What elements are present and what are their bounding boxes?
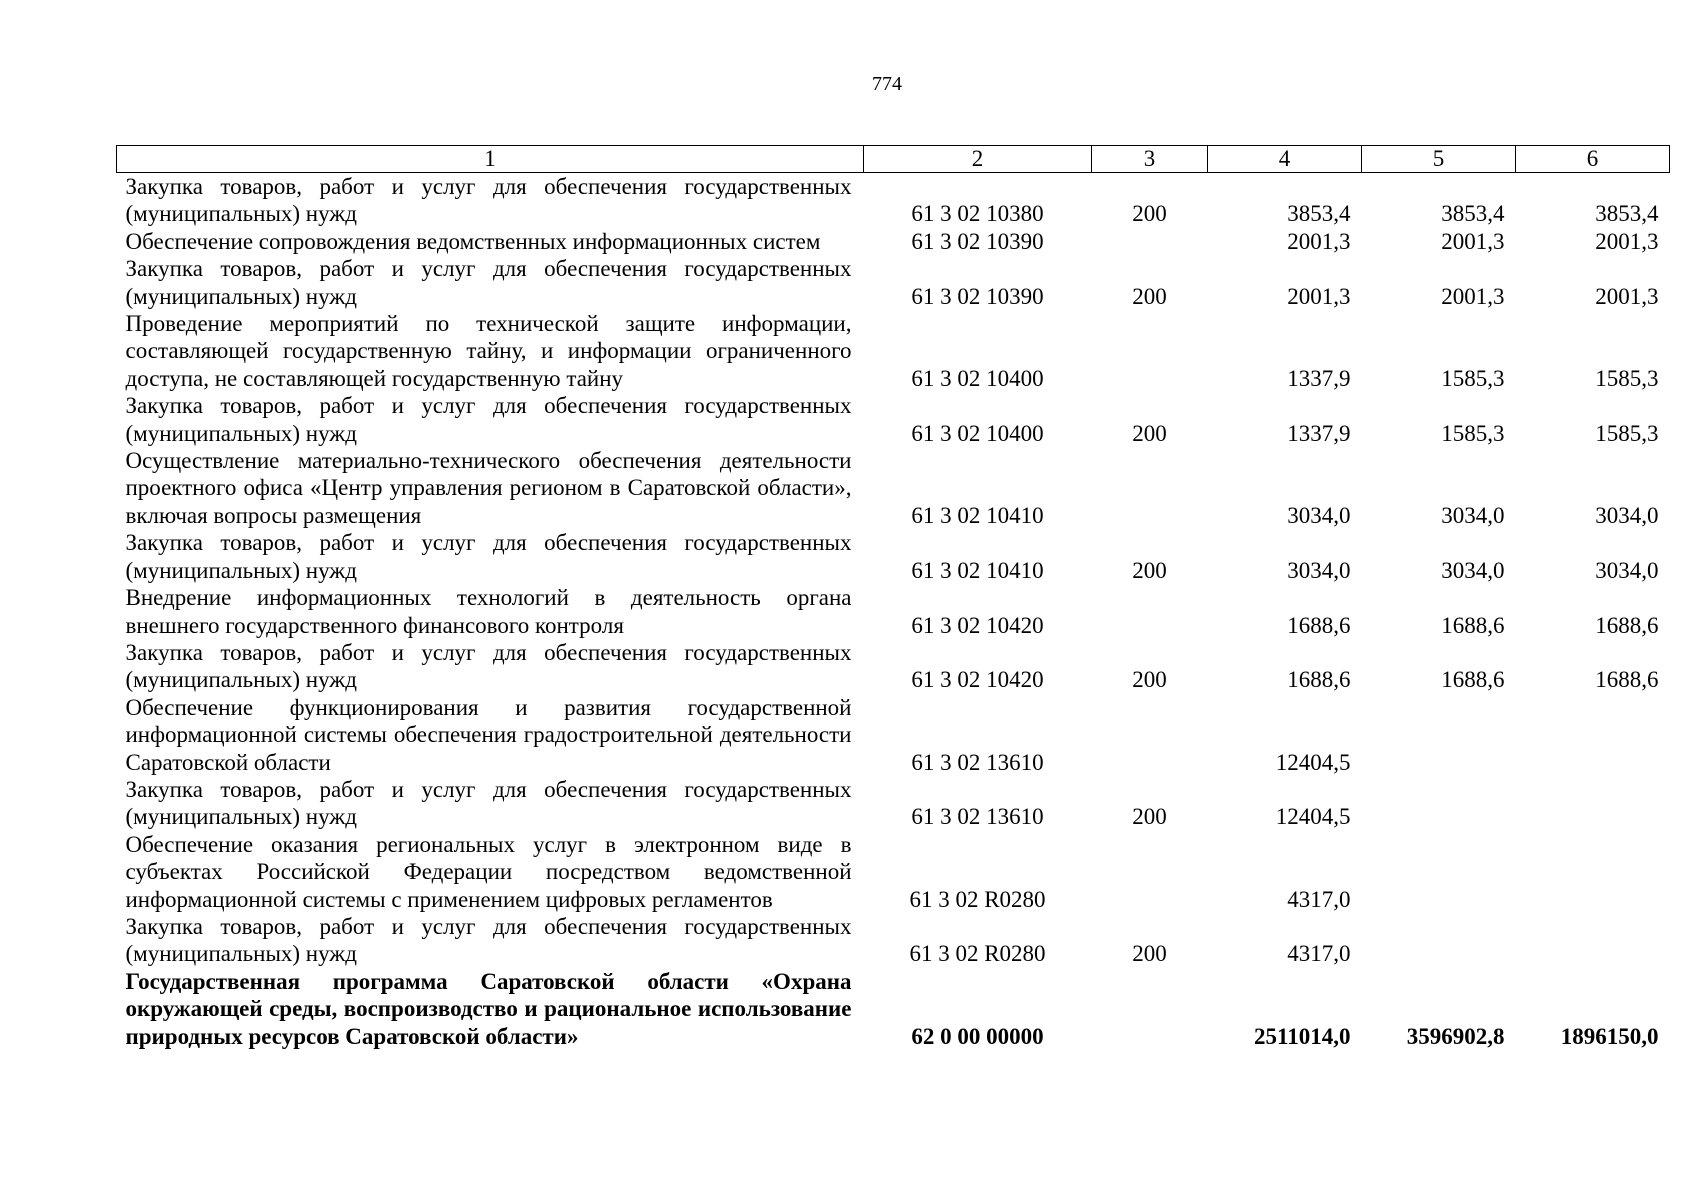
row-expense-type: 200 [1132, 557, 1167, 583]
row-value-col4: 1337,9 [1287, 365, 1351, 391]
row-name: Осуществление материально-технического обеспечения деятельности проектного офиса «Центр управления регионом в Саратовской области», включая вопросы размещения [125, 448, 852, 528]
row-value-col4: 1688,6 [1287, 612, 1351, 638]
table-row [117, 913, 1670, 968]
table-row [117, 529, 1670, 584]
row-value-col5: 3596902,8 [1406, 1023, 1505, 1049]
row-name: Проведение мероприятий по технической защите информации, составляющей государственную тайну, и информации ограниченного доступа, не составляющей государственную тайну [125, 311, 852, 391]
table-row [117, 392, 1670, 447]
row-code: 61 3 02 10420 [911, 612, 1044, 638]
row-name: Закупка товаров, работ и услуг для обеспечения государственных (муниципальных) нужд [125, 530, 852, 583]
row-code: 61 3 02 10420 [911, 667, 1044, 693]
row-expense-type: 200 [1132, 941, 1167, 967]
row-value-col6 [1516, 913, 1670, 968]
row-expense-type: 200 [1132, 667, 1167, 693]
header-row [117, 146, 1670, 173]
row-value-col4: 3853,4 [1287, 201, 1351, 227]
row-name: Обеспечение функционирования и развития государственной информационной системы обеспечения градостроительной деятельности Саратовской области [125, 694, 852, 775]
table-row [117, 831, 1670, 913]
table-row [117, 776, 1670, 831]
row-value-col6: 1688,6 [1595, 612, 1659, 638]
row-code: 61 3 02 10380 [911, 201, 1044, 227]
row-code: 61 3 02 10400 [911, 365, 1044, 391]
row-value-col6 [1516, 831, 1670, 913]
row-value-col5: 3034,0 [1441, 502, 1505, 528]
table-row [117, 255, 1670, 310]
page-number: 774 [872, 73, 902, 95]
budget-table [116, 145, 1670, 1050]
row-value-col5 [1362, 776, 1516, 831]
row-value-col5: 1688,6 [1441, 612, 1505, 638]
row-name: Закупка товаров, работ и услуг для обеспечения государственных (муниципальных) нужд [125, 776, 852, 830]
row-code: 61 3 02 10390 [911, 228, 1044, 254]
row-name: Закупка товаров, работ и услуг для обеспечения государственных (муниципальных) нужд [125, 913, 852, 967]
row-value-col4: 2001,3 [1287, 228, 1351, 254]
table-row [117, 639, 1670, 694]
row-value-col6: 3034,0 [1595, 557, 1659, 583]
row-value-col6: 1688,6 [1595, 667, 1659, 693]
row-value-col6 [1516, 694, 1670, 776]
row-value-col5 [1362, 913, 1516, 968]
row-expense-type [1092, 310, 1208, 392]
row-value-col4: 4317,0 [1287, 941, 1351, 967]
row-value-col4: 2511014,0 [1254, 1023, 1351, 1049]
row-expense-type: 200 [1132, 201, 1167, 227]
row-name: Обеспечение сопровождения ведомственных информационных систем [125, 228, 821, 254]
table-header [117, 146, 1670, 173]
table-row [117, 694, 1670, 776]
row-value-col6: 1896150,0 [1560, 1023, 1659, 1049]
row-value-col6: 3034,0 [1595, 502, 1659, 528]
column-header-1: 1 [117, 146, 864, 173]
column-header-3: 3 [1092, 146, 1208, 173]
row-value-col5 [1362, 831, 1516, 913]
row-value-col5: 1585,3 [1441, 365, 1505, 391]
row-value-col4: 12404,5 [1275, 749, 1351, 775]
row-code: 61 3 02 10410 [911, 557, 1044, 583]
row-code: 61 3 02 13610 [911, 749, 1044, 775]
row-expense-type [1092, 968, 1208, 1050]
row-expense-type [1092, 228, 1208, 255]
row-value-col5: 1585,3 [1441, 420, 1505, 446]
row-value-col4: 3034,0 [1287, 502, 1351, 528]
row-value-col4: 12404,5 [1275, 804, 1351, 830]
row-value-col6 [1516, 776, 1670, 831]
column-header-2: 2 [864, 146, 1092, 173]
row-value-col5: 3034,0 [1441, 557, 1505, 583]
column-header-5: 5 [1362, 146, 1516, 173]
row-code: 62 0 00 00000 [911, 1023, 1044, 1049]
row-expense-type: 200 [1132, 420, 1167, 446]
row-value-col5: 1688,6 [1441, 667, 1505, 693]
table-row [117, 228, 1670, 255]
table-row [117, 584, 1670, 639]
row-name: Закупка товаров, работ и услуг для обеспечения государственных (муниципальных) нужд [125, 393, 852, 446]
row-code: 61 3 02 R0280 [909, 941, 1046, 967]
row-value-col4: 1337,9 [1287, 420, 1351, 446]
row-expense-type [1092, 831, 1208, 913]
row-expense-type: 200 [1132, 283, 1167, 309]
row-value-col4: 1688,6 [1287, 667, 1351, 693]
row-expense-type [1092, 694, 1208, 776]
row-value-col4: 2001,3 [1287, 283, 1351, 309]
column-header-6: 6 [1516, 146, 1670, 173]
column-header-4: 4 [1208, 146, 1362, 173]
row-expense-type [1092, 447, 1208, 529]
row-code: 61 3 02 10410 [911, 502, 1044, 528]
table-row [117, 310, 1670, 392]
row-value-col4: 4317,0 [1287, 886, 1351, 912]
row-expense-type [1092, 584, 1208, 639]
row-name: Закупка товаров, работ и услуг для обеспечения государственных (муниципальных) нужд [125, 174, 852, 227]
row-code: 61 3 02 10390 [911, 283, 1044, 309]
row-value-col6: 1585,3 [1595, 365, 1659, 391]
row-name: Закупка товаров, работ и услуг для обеспечения государственных (муниципальных) нужд [125, 639, 852, 693]
row-name: Внедрение информационных технологий в деятельность органа внешнего государственного финансового контроля [125, 585, 852, 638]
row-name: Государственная программа Саратовской области «Охрана окружающей среды, воспроизводство и рациональное использование природных ресурсов Саратовской области» [125, 968, 852, 1049]
row-name: Обеспечение оказания региональных услуг в электронном виде в субъектах Российской Федерации посредством ведомственной информационной системы с применением цифровых регламентов [125, 831, 852, 912]
row-value-col6: 2001,3 [1595, 283, 1659, 309]
row-value-col5 [1362, 694, 1516, 776]
row-value-col6: 2001,3 [1595, 228, 1659, 254]
row-value-col6: 1585,3 [1595, 420, 1659, 446]
table-row [117, 968, 1670, 1050]
row-code: 61 3 02 R0280 [909, 886, 1046, 912]
table-row [117, 173, 1670, 228]
row-code: 61 3 02 13610 [911, 804, 1044, 830]
table-body [117, 173, 1670, 1051]
row-expense-type: 200 [1132, 804, 1167, 830]
row-value-col4: 3034,0 [1287, 557, 1351, 583]
row-value-col6: 3853,4 [1595, 201, 1659, 227]
row-value-col5: 2001,3 [1441, 283, 1505, 309]
row-value-col5: 2001,3 [1441, 228, 1505, 254]
table-row [117, 447, 1670, 529]
row-code: 61 3 02 10400 [911, 420, 1044, 446]
row-value-col5: 3853,4 [1441, 201, 1505, 227]
row-name: Закупка товаров, работ и услуг для обеспечения государственных (муниципальных) нужд [125, 256, 852, 309]
